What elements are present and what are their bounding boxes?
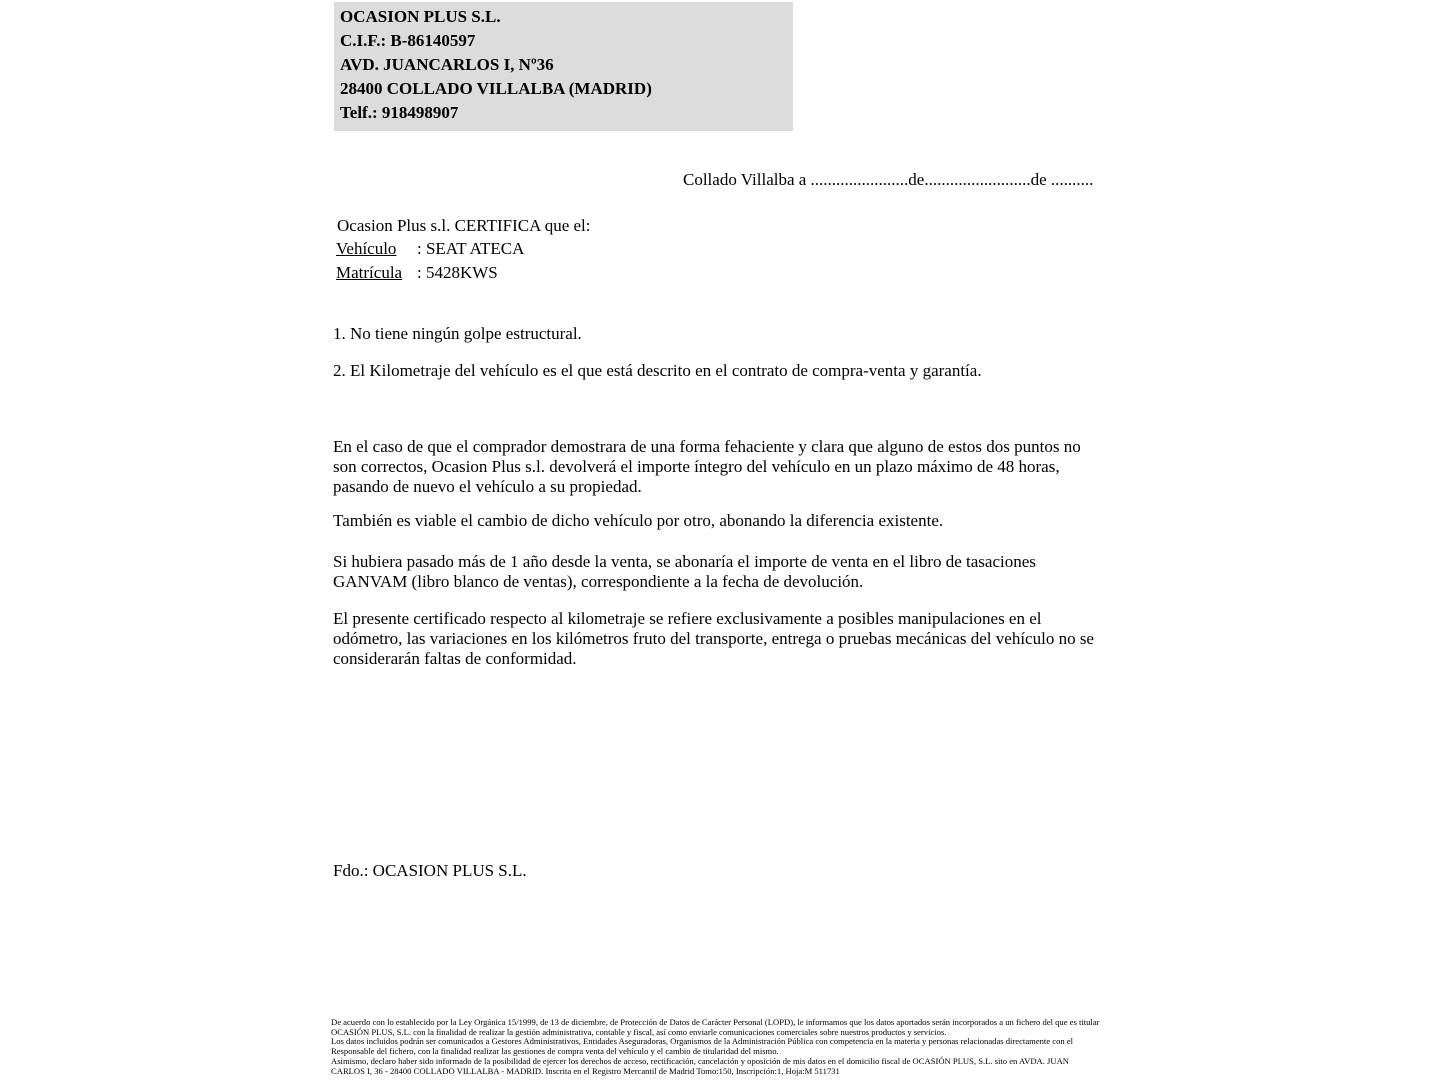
company-phone: Telf.: 918498907 [340,103,459,122]
signature-line: Fdo.: OCASION PLUS S.L. [333,861,527,880]
certificate-point-2: 2. El Kilometraje del vehículo es el que está descrito en el contrato de compra-venta y garantía. [333,361,982,380]
vehicle-label: Vehículo [336,239,397,258]
legal-paragraph-rights: Asimismo, declaro haber sido informado de la posibilidad de ejercer los derechos de acceso, rectificación, cancelación y oposición de mis datos en el domicilio fiscal de OCASIÓN PLUS, S.L. sito en AVDA. JUAN CARLOS I, 36 - 28400 COLLADO VILLALBA - MADRID. Inscrita en el Registro Mercantil de Madrid Tomo:150, Inscripción:1, Hoja:M 511731 [331,1055,1070,1076]
body-paragraph-odometer: El presente certificado respecto al kilometraje se refiere exclusivamente a posibles manipulaciones en el odómetro, las variaciones en los kilómetros fruto del transporte, entrega o pruebas mecánicas del vehículo no se considerarán faltas de conformidad. [333,609,1094,668]
certify-line: Ocasion Plus s.l. CERTIFICA que el: [337,216,591,235]
plate-value: : 5428KWS [417,263,498,282]
company-name: OCASION PLUS S.L. [340,7,501,26]
legal-footer [331,1018,1103,1076]
company-city: 28400 COLLADO VILLALBA (MADRID) [340,79,652,98]
company-header-box [334,2,793,131]
certificate-point-1: 1. No tiene ningún golpe estructural. [333,324,582,343]
body-paragraph-refund: En el caso de que el comprador demostrara de una forma fehaciente y clara que alguno de estos dos puntos no son correctos, Ocasion Plus s.l. devolverá el importe íntegro del vehículo en un plazo máximo de 48 horas, pasando de nuevo el vehículo a su propiedad. [333,437,1081,496]
legal-paragraph-data-sharing: Los datos incluidos podrán ser comunicados a Gestores Administrativos, Entidades Aseguradoras, Organismos de la Administración Pública con competencia en la materia y personas relacionadas directamente con el Responsable del fichero, con la finalidad realizar las gestiones de compra venta del vehículo y el cambio de titularidad del mismo. [331,1036,1074,1057]
date-line: Collado Villalba a .......................de.........................de .......... [683,170,1094,189]
company-address: AVD. JUANCARLOS I, Nº36 [340,55,554,74]
body-paragraph-ganvam: Si hubiera pasado más de 1 año desde la venta, se abonaría el importe de venta en el libro de tasaciones GANVAM (libro blanco de ventas), correspondiente a la fecha de devolución. [333,552,1036,591]
plate-label: Matrícula [336,263,403,282]
plate-row [336,263,498,283]
body-paragraph-exchange: También es viable el cambio de dicho vehículo por otro, abonando la diferencia existente. [333,511,944,530]
company-cif: C.I.F.: B-86140597 [340,31,476,50]
legal-paragraph-lopd: De acuerdo con lo establecido por la Ley Orgánica 15/1999, de 13 de diciembre, de Protección de Datos de Carácter Personal (LOPD), le informamos que los datos aportados serán incorporados a un fichero del que es titular OCASIÓN PLUS, S.L. con la finalidad de realizar la gestión administrativa, contable y fiscal, así como enviarle comunicaciones comerciales sobre nuestros productos y servicios. [331,1017,1100,1037]
vehicle-value: : SEAT ATECA [417,239,525,258]
vehicle-row [336,239,524,259]
